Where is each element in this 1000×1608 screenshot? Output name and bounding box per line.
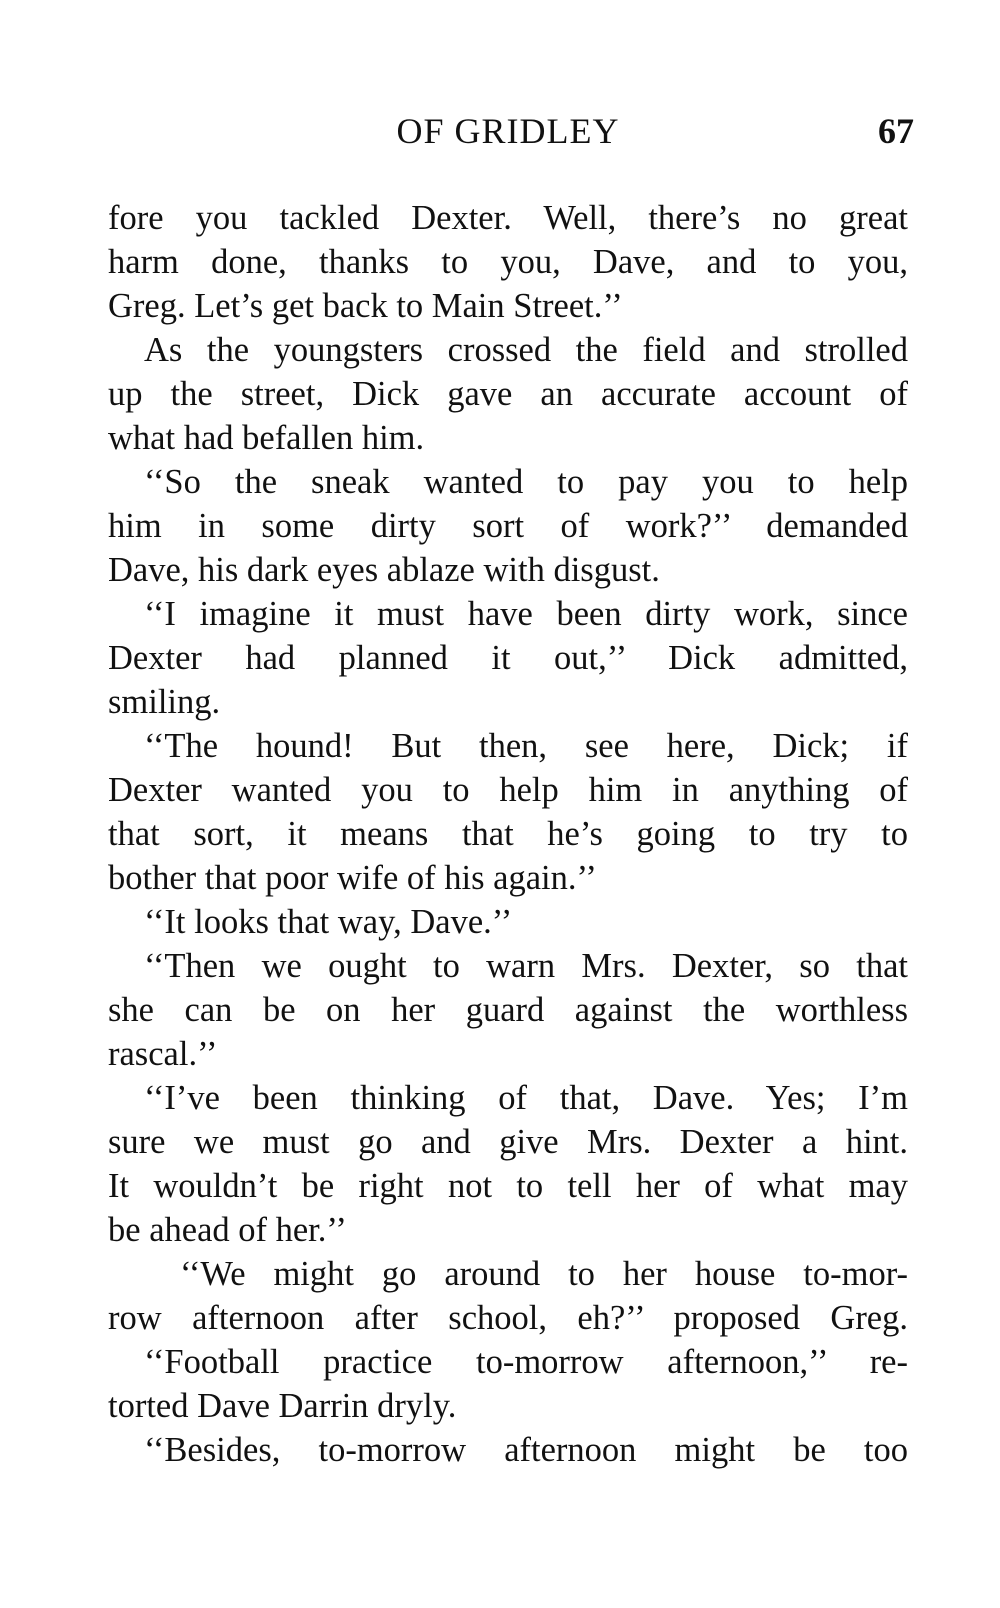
text-line: ‘‘I imagine it must have been dirty work, since	[144, 595, 908, 633]
text-line: ‘‘I’ve been thinking of that, Dave. Yes; I’m	[144, 1079, 908, 1117]
text-line: what had befallen him.	[108, 419, 425, 457]
text-line: ‘‘Then we ought to warn Mrs. Dexter, so that	[144, 947, 908, 985]
text-line: be ahead of her.’’	[108, 1211, 347, 1249]
text-line: smiling.	[108, 683, 221, 721]
text-line: up the street, Dick gave an accurate account of	[108, 375, 908, 413]
text-line: row afternoon after school, eh?’’ proposed Greg.	[108, 1299, 908, 1337]
text-line: ‘‘The hound! But then, see here, Dick; if	[144, 727, 908, 765]
text-line: that sort, it means that he’s going to try to	[108, 815, 908, 853]
text-line: fore you tackled Dexter. Well, there’s no great	[108, 199, 908, 237]
text-line: Dexter had planned it out,’’ Dick admitted,	[108, 639, 908, 677]
text-line: him in some dirty sort of work?’’ demanded	[108, 507, 908, 545]
text-line: harm done, thanks to you, Dave, and to you,	[108, 243, 908, 281]
text-line: Dexter wanted you to help him in anything of	[108, 771, 908, 809]
running-head	[108, 106, 914, 156]
text-line: torted Dave Darrin dryly.	[108, 1387, 457, 1425]
running-title: OF GRIDLEY	[396, 111, 620, 151]
page-number: 67	[878, 111, 914, 151]
body-text	[108, 196, 908, 1472]
text-line: ‘‘So the sneak wanted to pay you to help	[144, 463, 908, 501]
text-line: Greg. Let’s get back to Main Street.’’	[108, 287, 623, 325]
text-line: rascal.’’	[108, 1035, 218, 1073]
text-line: Dave, his dark eyes ablaze with disgust.	[108, 551, 660, 589]
text-line: ‘‘Besides, to-morrow afternoon might be too	[144, 1431, 908, 1469]
text-line: ‘‘Football practice to-morrow afternoon,’’ re-	[144, 1343, 908, 1381]
text-line: ‘‘It looks that way, Dave.’’	[144, 903, 513, 941]
text-line: It wouldn’t be right not to tell her of what may	[108, 1167, 908, 1205]
text-line: sure we must go and give Mrs. Dexter a hint.	[108, 1123, 908, 1161]
text-line: As the youngsters crossed the field and strolled	[144, 331, 908, 369]
text-line: bother that poor wife of his again.’’	[108, 859, 597, 897]
text-line: she can be on her guard against the worthless	[108, 991, 908, 1029]
text-line: ‘‘We might go around to her house to-mor-	[180, 1255, 908, 1293]
